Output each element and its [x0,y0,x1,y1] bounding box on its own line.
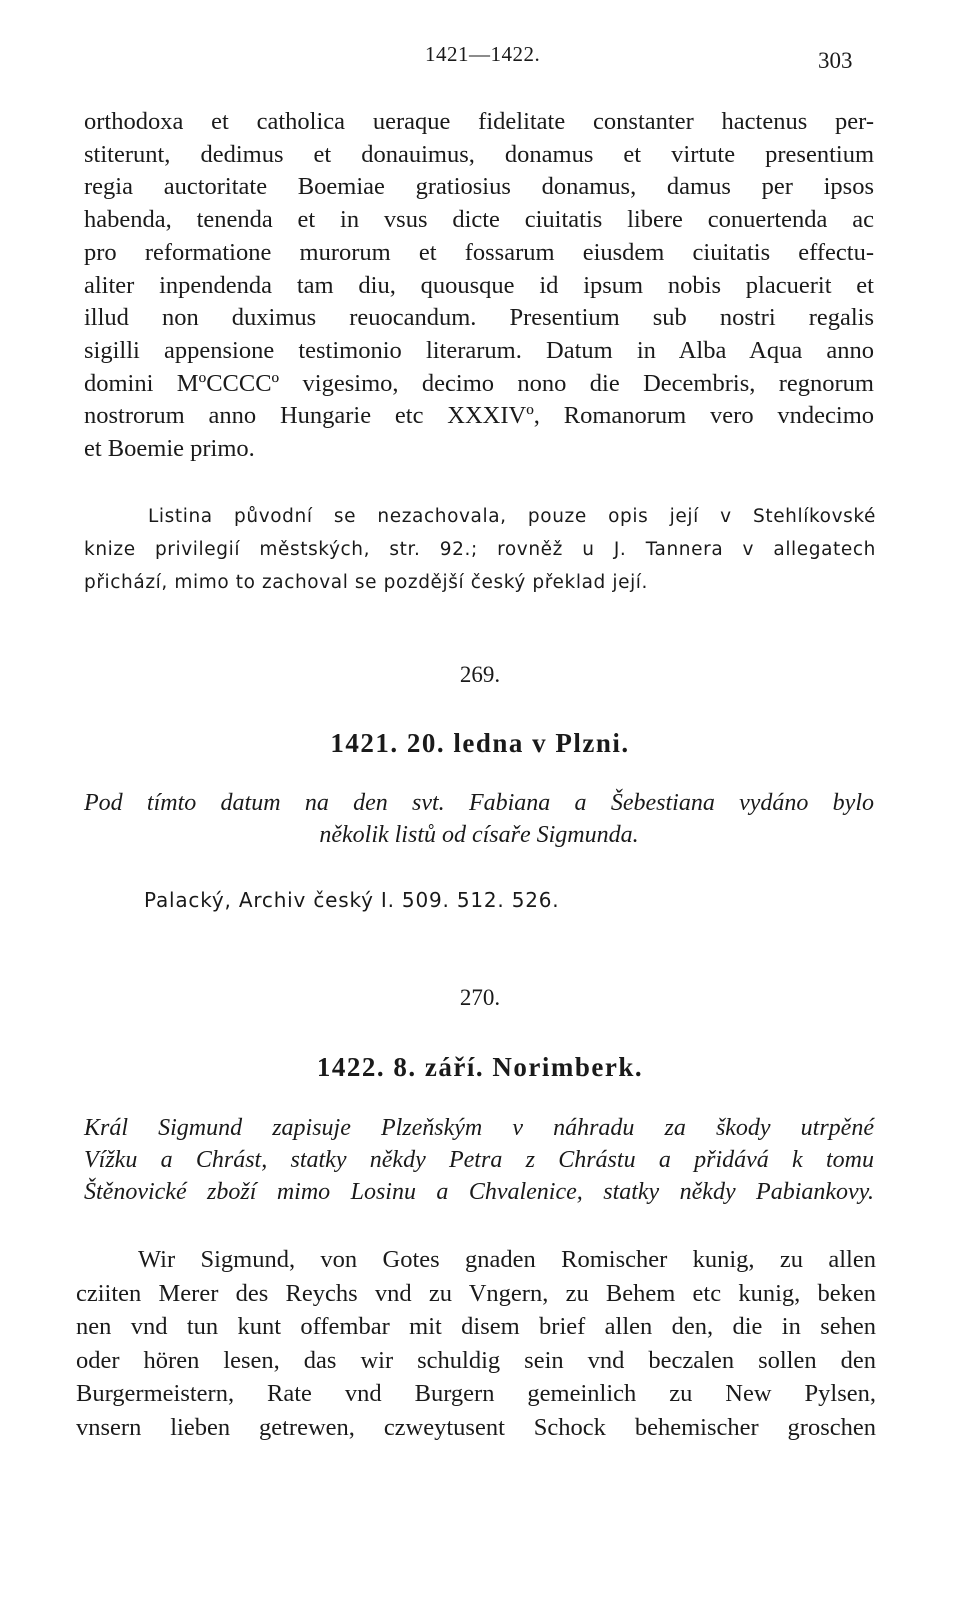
regest-line: Štěnovické zboží mimo Losinu a Chvalenice, statky někdy Pabiankovy. [84,1179,874,1205]
text-line: regia auctoritate Boemiae gratiosius donamus, damus per ipsos [84,173,874,201]
regest-270 [84,1112,874,1208]
running-head-years: 1421—1422. [425,42,541,66]
text-line: Wir Sigmund, von Gotes gnaden Romischer kunig, zu allen [138,1246,876,1273]
text-line: vnsern lieben getrewen, czweytusent Schock behemischer groschen [76,1413,876,1441]
text-line: et Boemie primo. [84,435,255,463]
text-line: stiterunt, dedimus et donauimus, donamus et virtute presentium [84,140,874,168]
text-line: nostrorum anno Hungarie etc XXXIVº, Romanorum vero vndecimo [84,402,874,430]
document-number-269: 269. [459,662,501,687]
text-line: illud non duximus reuocandum. Presentium sub nostri regalis [84,304,874,332]
note-line: přichází, mimo to zachoval se pozdější český překlad její. [84,572,649,593]
text-line: aliter inpendenda tam diu, quousque id ipsum nobis placuerit et [84,271,874,299]
latin-charter-text [84,106,874,466]
document-number-270: 270. [459,985,501,1010]
note-line: Listina původní se nezachovala, pouze opis její v Stehlíkovské [148,506,876,527]
text-line: Burgermeistern, Rate vnd Burgern gemeinlich zu New Pylsen, [76,1380,876,1407]
text-line: nen vnd tun kunt offembar mit disem brief allen den, die in sehen [76,1313,876,1340]
page-number: 303 [818,48,853,73]
document-date-269: 1421. 20. ledna v Plzni. [330,728,630,758]
german-charter-text [76,1243,876,1444]
editorial-note [84,500,876,599]
text-line: sigilli appensione testimonio literarum. Datum in Alba Aqua anno [84,336,874,364]
document-date-270: 1422. 8. září. Norimberk. [316,1052,644,1082]
regest-line: několik listů od císaře Sigmunda. [319,822,639,848]
regest-line: Pod tímto datum na den svt. Fabiana a Šebestiana vydáno bylo [84,790,874,816]
note-line: knize privilegií městských, str. 92.; rovněž u J. Tannera v allegatech [84,539,876,560]
regest-269 [84,787,874,851]
source-reference-269: Palacký, Archiv český I. 509. 512. 526. [144,888,560,912]
text-line: orthodoxa et catholica ueraque fidelitate constanter hactenus per- [84,108,874,135]
regest-line: Vížku a Chrást, statky někdy Petra z Chrástu a přidává k tomu [84,1147,874,1173]
running-head [0,38,960,78]
regest-line: Král Sigmund zapisuje Plzeňským v náhradu za škody utrpěné [84,1115,874,1141]
text-line: oder hören lesen, das wir schuldig sein vnd beczalen sollen den [76,1346,876,1374]
text-line: domini MºCCCCº vigesimo, decimo nono die Decembris, regnorum [84,369,874,397]
text-line: habenda, tenenda et in vsus dicte ciuitatis libere conuertenda ac [84,206,874,234]
text-line: pro reformatione murorum et fossarum eiusdem ciuitatis effectu- [84,238,874,266]
text-line: cziiten Merer des Reychs vnd zu Vngern, zu Behem etc kunig, beken [76,1279,876,1307]
